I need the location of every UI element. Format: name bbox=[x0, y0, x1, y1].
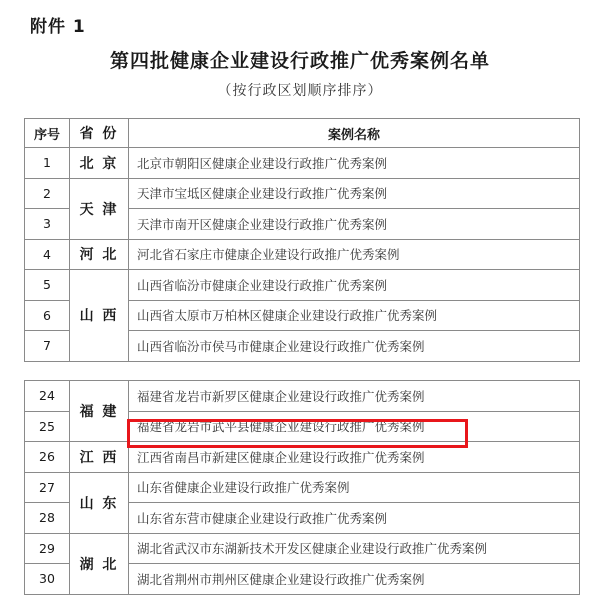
row-no: 24 bbox=[25, 381, 70, 412]
row-name: 天津市南开区健康企业建设行政推广优秀案例 bbox=[129, 209, 580, 240]
row-no: 1 bbox=[25, 148, 70, 179]
row-no: 7 bbox=[25, 331, 70, 362]
row-no: 26 bbox=[25, 442, 70, 473]
row-name: 天津市宝坻区健康企业建设行政推广优秀案例 bbox=[129, 178, 580, 209]
row-province: 福 建 bbox=[70, 381, 129, 442]
document-subtitle: （按行政区划顺序排序） bbox=[217, 83, 383, 99]
table-row bbox=[25, 472, 580, 503]
table-row bbox=[25, 178, 580, 209]
row-no: 28 bbox=[25, 503, 70, 534]
table-row bbox=[25, 270, 580, 301]
header-no: 序号 bbox=[25, 119, 70, 148]
row-province: 河 北 bbox=[70, 239, 129, 270]
document-title: 第四批健康企业建设行政推广优秀案例名单 bbox=[109, 50, 490, 72]
table-row bbox=[25, 381, 580, 412]
row-name-highlighted: 福建省龙岩市武平县健康企业建设行政推广优秀案例 bbox=[129, 411, 580, 442]
row-no: 6 bbox=[25, 300, 70, 331]
row-province: 山 东 bbox=[70, 472, 129, 533]
row-name: 江西省南昌市新建区健康企业建设行政推广优秀案例 bbox=[129, 442, 580, 473]
row-no: 25 bbox=[25, 411, 70, 442]
row-no: 3 bbox=[25, 209, 70, 240]
row-name: 河北省石家庄市健康企业建设行政推广优秀案例 bbox=[129, 239, 580, 270]
header-province: 省 份 bbox=[70, 119, 129, 148]
case-table-top bbox=[24, 118, 580, 362]
row-no: 29 bbox=[25, 533, 70, 564]
attachment-label: 附件 1 bbox=[30, 17, 86, 37]
table-row bbox=[25, 239, 580, 270]
row-name: 北京市朝阳区健康企业建设行政推广优秀案例 bbox=[129, 148, 580, 179]
highlight-box bbox=[127, 419, 468, 448]
row-name: 山西省临汾市侯马市健康企业建设行政推广优秀案例 bbox=[129, 331, 580, 362]
row-province: 山 西 bbox=[70, 270, 129, 362]
row-no: 4 bbox=[25, 239, 70, 270]
header-name: 案例名称 bbox=[129, 119, 580, 148]
row-name: 山西省临汾市健康企业建设行政推广优秀案例 bbox=[129, 270, 580, 301]
table-header-row bbox=[25, 119, 580, 148]
table-row bbox=[25, 148, 580, 179]
row-province: 北 京 bbox=[70, 148, 129, 179]
row-province: 天 津 bbox=[70, 178, 129, 239]
row-no: 5 bbox=[25, 270, 70, 301]
row-name: 福建省龙岩市新罗区健康企业建设行政推广优秀案例 bbox=[129, 381, 580, 412]
row-name: 山西省太原市万柏林区健康企业建设行政推广优秀案例 bbox=[129, 300, 580, 331]
row-name: 湖北省武汉市东湖新技术开发区健康企业建设行政推广优秀案例 bbox=[129, 533, 580, 564]
row-province: 江 西 bbox=[70, 442, 129, 473]
row-no: 2 bbox=[25, 178, 70, 209]
row-name: 湖北省荆州市荆州区健康企业建设行政推广优秀案例 bbox=[129, 564, 580, 595]
row-name: 山东省东营市健康企业建设行政推广优秀案例 bbox=[129, 503, 580, 534]
row-no: 27 bbox=[25, 472, 70, 503]
table-row bbox=[25, 533, 580, 564]
row-no: 30 bbox=[25, 564, 70, 595]
row-province: 湖 北 bbox=[70, 533, 129, 594]
row-name: 山东省健康企业建设行政推广优秀案例 bbox=[129, 472, 580, 503]
case-table-bottom bbox=[24, 380, 580, 595]
